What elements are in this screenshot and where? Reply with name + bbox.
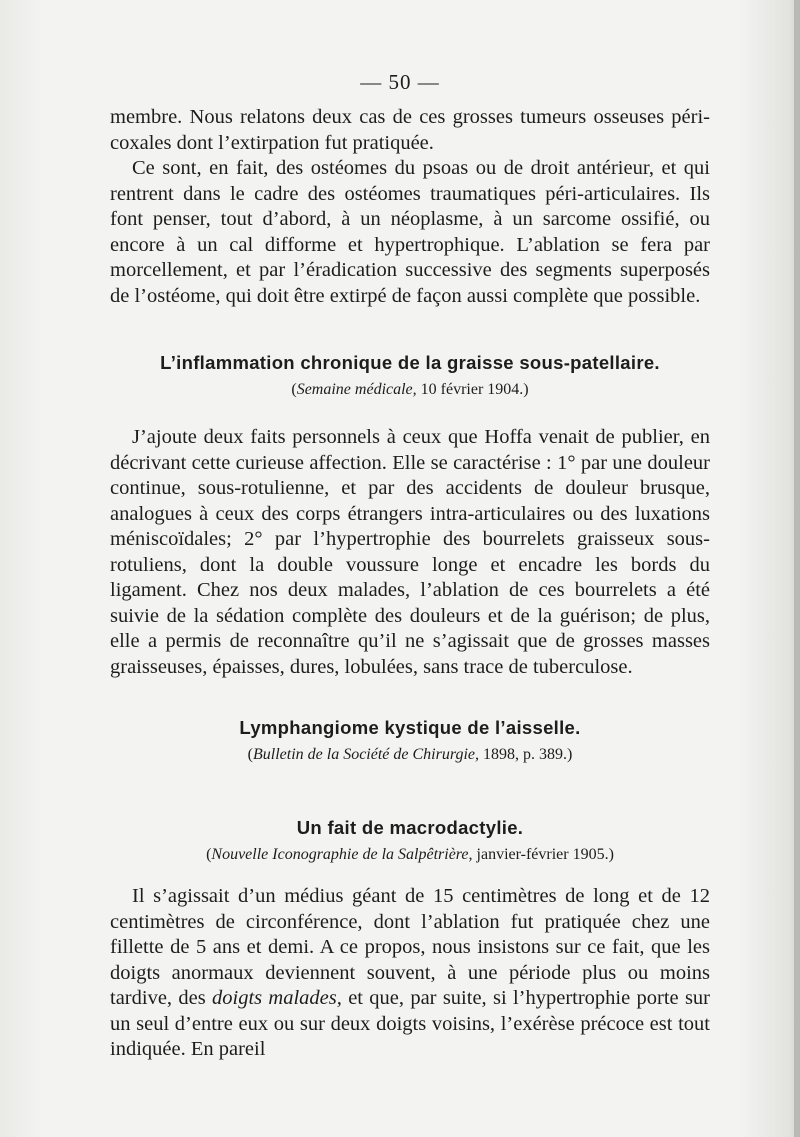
paragraph-emphasis: doigts malades,: [212, 987, 342, 1009]
paragraph: Ce sont, en fait, des ostéomes du psoas ou de droit antérieur, et qui rentrent dans le cadre des ostéomes traumatiques péri-articulaires. Ils font penser, tout d’abord, à un néoplasme, à un sarcome ossifié, ou encore à un cal difforme et hypertrophique. L’ablation se fera par morcellement, et par l’éradication successive des segments superposés de l’ostéome, qui doit être extirpé de façon aussi complète que possible.: [110, 157, 710, 307]
citation-source: Nouvelle Iconographie de la Salpêtrière,: [211, 846, 473, 863]
page-edge-shadow: [794, 0, 800, 1137]
section-title-graisse-sous-patellaire: L’inflammation chronique de la graisse sous-patellaire.: [160, 352, 660, 373]
citation-details: 1898, p. 389.: [483, 746, 568, 763]
section-citation-semaine-medicale: (Semaine médicale, 10 février 1904.): [291, 381, 529, 398]
citation-details: janvier-février 1905.: [476, 846, 609, 863]
section-citation-bulletin: (Bulletin de la Société de Chirurgie, 1898, p. 389.): [247, 746, 573, 763]
section-citation-iconographie: (Nouvelle Iconographie de la Salpêtrière, janvier-février 1905.): [206, 846, 614, 863]
page-number: — 50 —: [360, 70, 440, 94]
section-graisse-text: [110, 425, 710, 680]
paragraph: J’ajoute deux faits personnels à ceux que Hoffa venait de publier, en décrivant cette curieuse affection. Elle se caractérise : 1° par une douleur continue, sous-rotulienne, et par des accidents de douleur brusque, analogues à ceux des corps étrangers intra-articulaires ou des luxations méniscoïdales; 2° par l’hypertrophie des bourrelets graisseux sous-rotuliens, dont la double voussure longe et encadre les bords du ligament. Chez nos deux malades, l’ablation de ces bourrelets a été suivie de la sédation complète des douleurs et de la guérison; de plus, elle a permis de reconnaître qu’il ne s’agissait que de grosses masses graisseuses, épaisses, dures, lobulées, sans trace de tuberculose.: [110, 426, 710, 678]
paragraph: membre. Nous relatons deux cas de ces grosses tumeurs osseuses péri-coxales dont l’extirpation fut pratiquée.: [110, 106, 710, 154]
paragraph-start: Il s’agissait d’un médius géant de 15 centimètres de long et de 12 centimètres de circonférence, dont l’ablation fut pratiquée chez une fillette de 5 ans et demi. A ce propos, nous insistons sur ce fait, que les doigts anormaux deviennent souvent, à une période plus ou moins tardive, des: [110, 885, 710, 1009]
citation-source: Bulletin de la Société de Chirurgie,: [252, 746, 480, 763]
section-osteomes-text: [110, 105, 710, 309]
section-macrodactylie-text: [110, 884, 710, 1063]
citation-details: 10 février 1904.: [420, 381, 524, 398]
section-title-lymphangiome: Lymphangiome kystique de l’aisselle.: [239, 717, 581, 738]
citation-source: Semaine médicale,: [296, 381, 417, 398]
paragraph: [110, 884, 710, 1063]
section-title-macrodactylie: Un fait de macrodactylie.: [296, 817, 524, 838]
paragraph-end: et que, par suite, si l’hypertrophie porte sur un seul d’entre eux ou sur deux doigts voisins, l’exérèse précoce est tout indiquée. En pareil: [110, 987, 711, 1060]
